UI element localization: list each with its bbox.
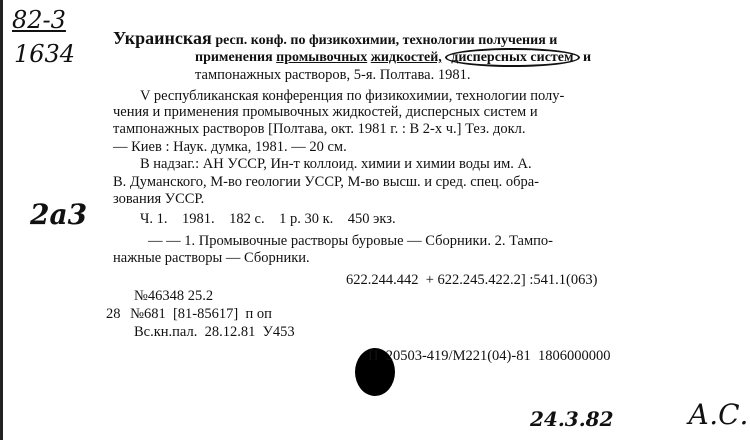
body-line-10: нажные растворы — Сборники. (113, 250, 310, 266)
body-line-3: тампонажных растворов [Полтава, окт. 1981 г. : В 2-х ч.] Тез. докл. (113, 121, 526, 137)
heading-line-1-rest: респ. конф. по физикохимии, технологии получения и (215, 33, 558, 48)
card-edge (0, 0, 3, 440)
heading-line-2-a: применения (195, 50, 273, 65)
heading-line-3: тампонажных растворов, 5-я. Полтава. 1981. (195, 67, 471, 83)
heading-line-2-e: и (583, 50, 592, 65)
handwritten-side-mark: 2a3 (30, 198, 88, 231)
body-line-4: — Киев : Наук. думка, 1981. — 20 см. (113, 139, 347, 155)
footer-line-1: №46348 25.2 (134, 288, 214, 304)
handwritten-code-bottom: 1634 (14, 40, 76, 68)
heading-line-2-d: дисперсных систем (445, 48, 579, 67)
body-line-8: Ч. 1. 1981. 182 с. 1 р. 30 к. 450 экз. (140, 211, 396, 227)
body-line-2: чения и применения промывочных жидкостей, дисперсных систем и (113, 104, 538, 120)
footer-line-2 (106, 306, 272, 322)
footer-code: П 20503-419/М221(04)-81 1806000000 (368, 348, 611, 364)
classification: 622.244.442 + 622.245.422.2] :541.1(063) (346, 272, 598, 288)
handwritten-date: 24.3.82 (530, 407, 614, 431)
footer-line-2-rest: №681 [81-85617] п оп (130, 306, 272, 322)
heading-line-1 (113, 30, 557, 49)
heading-line-2-c: жидкостей, (370, 50, 442, 65)
heading-line-2-b: промывочных (276, 50, 368, 65)
body-line-6: В. Думанского, М-во геологии УССР, М-во высш. и сред. спец. обра- (113, 174, 540, 190)
body-line-5: В надзаг.: АН УССР, Ин-т коллоид. химии и химии воды им. А. (140, 156, 532, 172)
footer-line-3: Вс.кн.пал. 28.12.81 У453 (134, 324, 295, 340)
body-line-1: V республиканская конференция по физикохимии, технологии полу- (140, 88, 565, 104)
handwritten-code-top: 82-3 (12, 6, 66, 34)
handwritten-initials: А.С. (688, 398, 749, 431)
body-line-9: — — 1. Промывочные растворы буровые — Сборники. 2. Тампо- (148, 233, 554, 249)
heading-title: Украинская (113, 28, 212, 48)
body-line-7: зования УССР. (113, 191, 205, 207)
footer-line-2-num: 28 (106, 306, 121, 322)
heading-line-2 (195, 50, 591, 66)
